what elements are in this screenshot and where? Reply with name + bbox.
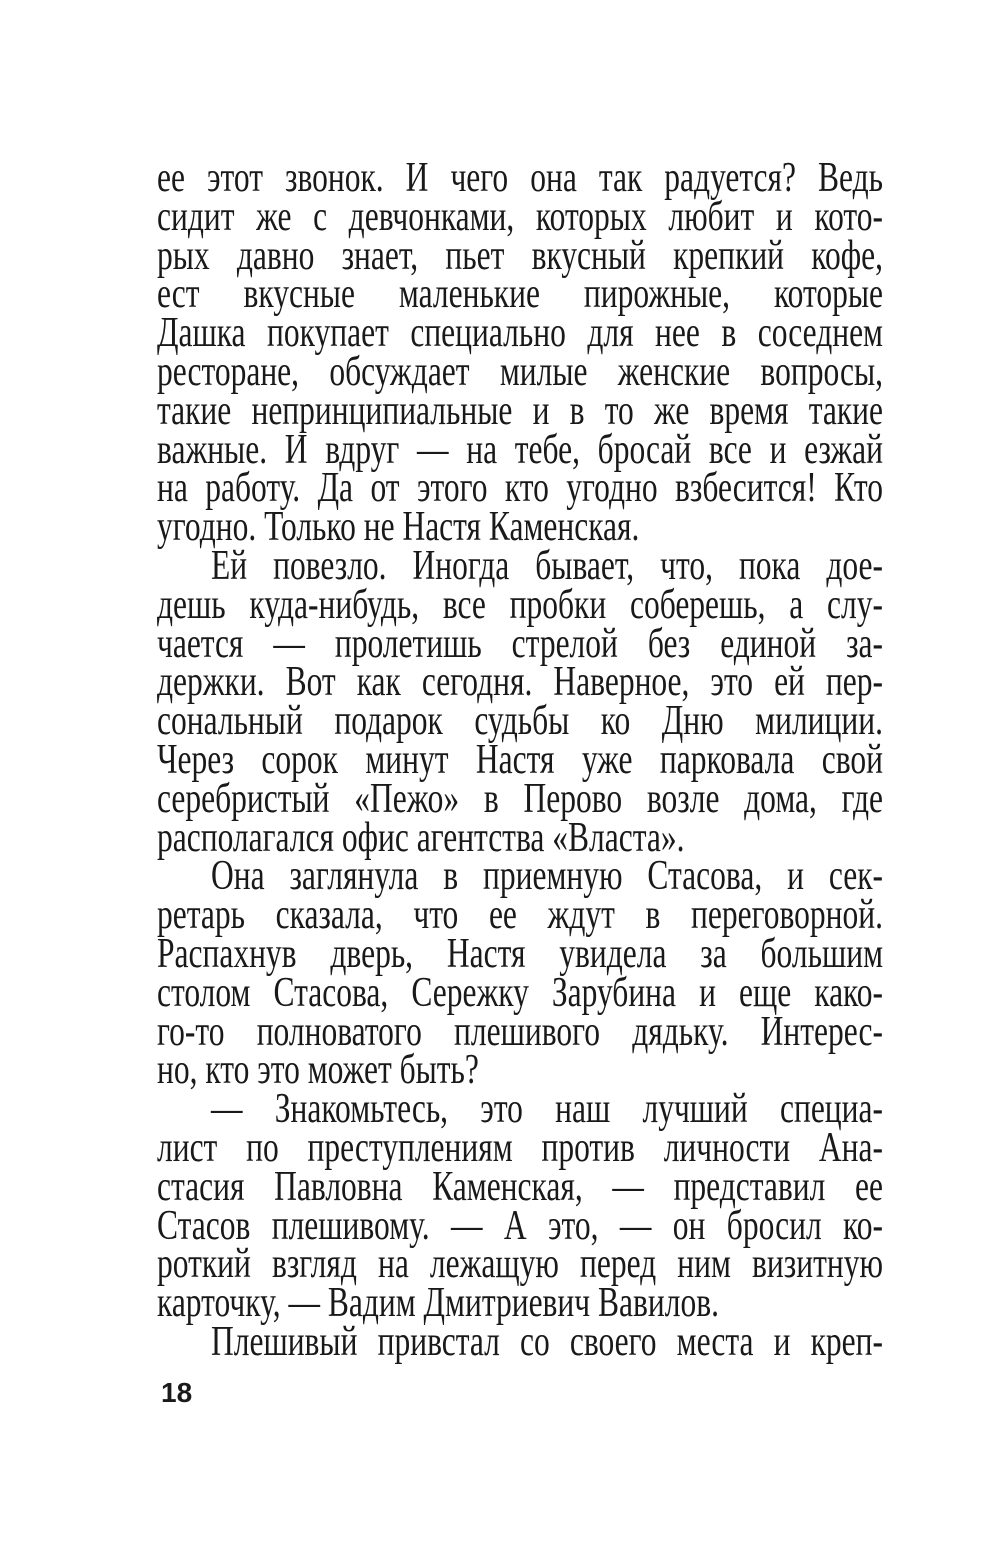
text-line: Распахнув дверь, Настя увидела за большим xyxy=(157,930,883,977)
text-line: держки. Вот как сегодня. Наверное, это ей пер- xyxy=(157,659,883,706)
text-line: стасия Павловна Каменская, — представил ее xyxy=(157,1163,883,1210)
text-line: важные. И вдруг — на тебе, бросай все и езжай xyxy=(157,426,883,473)
text-line: Она заглянула в приемную Стасова, и сек- xyxy=(211,853,883,900)
text-line: рых давно знает, пьет вкусный крепкий кофе, xyxy=(157,232,883,279)
text-line: лист по преступлениям против личности Ана- xyxy=(157,1124,883,1171)
paragraph xyxy=(157,155,883,551)
paragraph xyxy=(157,1086,883,1327)
text-line: столом Стасова, Сережку Зарубина и еще како- xyxy=(157,969,883,1016)
text-line: чается — пролетишь стрелой без единой за- xyxy=(157,620,883,667)
text-line: располагался офис агентства «Власта». xyxy=(157,814,685,861)
text-line: угодно. Только не Настя Каменская. xyxy=(157,504,640,551)
text-line: сональный подарок судьбы ко Дню милиции. xyxy=(157,698,883,745)
text-line: на работу. Да от этого кто угодно взбесится! Кто xyxy=(157,465,883,512)
text-line: — Знакомьтесь, это наш лучший специа- xyxy=(211,1086,883,1133)
text-line: Ей повезло. Иногда бывает, что, пока дое- xyxy=(211,542,883,589)
paragraph xyxy=(157,853,883,1094)
text-line: но, кто это может быть? xyxy=(157,1047,479,1094)
paragraph xyxy=(157,1318,883,1365)
text-line: дешь куда-нибудь, все пробки соберешь, а слу- xyxy=(157,581,883,628)
text-line: ресторане, обсуждает милые женские вопросы, xyxy=(157,348,883,395)
page-number: 18 xyxy=(161,1377,193,1408)
text-line: Дашка покупает специально для нее в соседнем xyxy=(157,310,883,357)
text-line: ест вкусные маленькие пирожные, которые xyxy=(157,271,883,318)
text-line: карточку, — Вадим Дмитриевич Вавилов. xyxy=(157,1280,719,1327)
text-line: ретарь сказала, что ее ждут в переговорной. xyxy=(157,892,883,939)
text-line: го-то полноватого плешивого дядьку. Интерес- xyxy=(157,1008,883,1055)
text-line: роткий взгляд на лежащую перед ним визитную xyxy=(157,1241,883,1288)
text-line: серебристый «Пежо» в Перово возле дома, где xyxy=(157,775,883,822)
paragraph xyxy=(157,542,883,861)
text-line: Стасов плешивому. — А это, — он бросил ко- xyxy=(157,1202,883,1249)
text-line: такие непринципиальные и в то же время такие xyxy=(157,387,883,434)
text-line: ее этот звонок. И чего она так радуется? Ведь xyxy=(157,155,883,201)
text-line: Через сорок минут Настя уже парковала свой xyxy=(157,736,883,783)
text-line: сидит же с девчонками, которых любит и кото- xyxy=(157,193,883,240)
text-line: Плешивый привстал со своего места и креп- xyxy=(211,1318,883,1365)
page-text xyxy=(157,155,883,1365)
